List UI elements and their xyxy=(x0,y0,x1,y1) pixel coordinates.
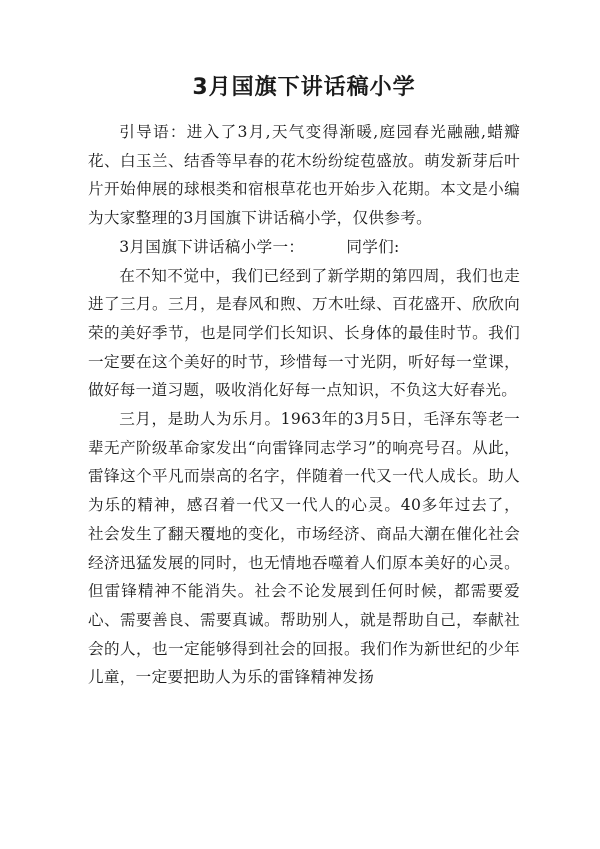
body-paragraph-1: 在不知不觉中，我们已经到了新学期的第四周，我们也走进了三月。三月，是春风和煦、万木吐绿、百花盛开、欣欣向荣的美好季节，也是同学们长知识、长身体的最佳时节。我们一定要在这个美好的时节，珍惜每一寸光阴，听好每一堂课，做好每一道习题，吸收消化好每一点知识，不负这大好春光。 xyxy=(88,266,520,400)
section-heading-line xyxy=(88,233,520,262)
section-heading: 3月国旗下讲话稿小学一： xyxy=(119,237,305,256)
document-body xyxy=(88,118,520,692)
intro-paragraph: 引导语：进入了3月,天气变得渐暖,庭园春光融融,蜡瓣花、白玉兰、结香等早春的花木纷纷绽苞盛放。萌发新芽后叶片开始伸展的球根类和宿根草花也开始步入花期。本文是小编为大家整理的3月国旗下讲话稿小学，仅供参考。 xyxy=(88,123,520,228)
document-page xyxy=(88,0,520,849)
body-paragraph-2: 三月，是助人为乐月。1963年的3月5日，毛泽东等老一辈无产阶级革命家发出“向雷锋同志学习”的响亮号召。从此，雷锋这个平凡而崇高的名字，伴随着一代又一代人成长。助人为乐的精神，感召着一代又一代人的心灵。40多年过去了，社会发生了翻天覆地的变化，市场经济、商品大潮在催化社会经济迅猛发展的同时，也无情地吞噬着人们原本美好的心灵。但雷锋精神不能消失。社会不论发展到任何时候，都需要爱心、需要善良、需要真诚。帮助别人，就是帮助自己，奉献社会的人，也一定能够得到社会的回报。我们作为新世纪的少年儿童，一定要把助人为乐的雷锋精神发扬 xyxy=(88,410,520,687)
salutation: 同学们: xyxy=(346,237,400,256)
page-title: 3月国旗下讲话稿小学 xyxy=(192,75,416,100)
